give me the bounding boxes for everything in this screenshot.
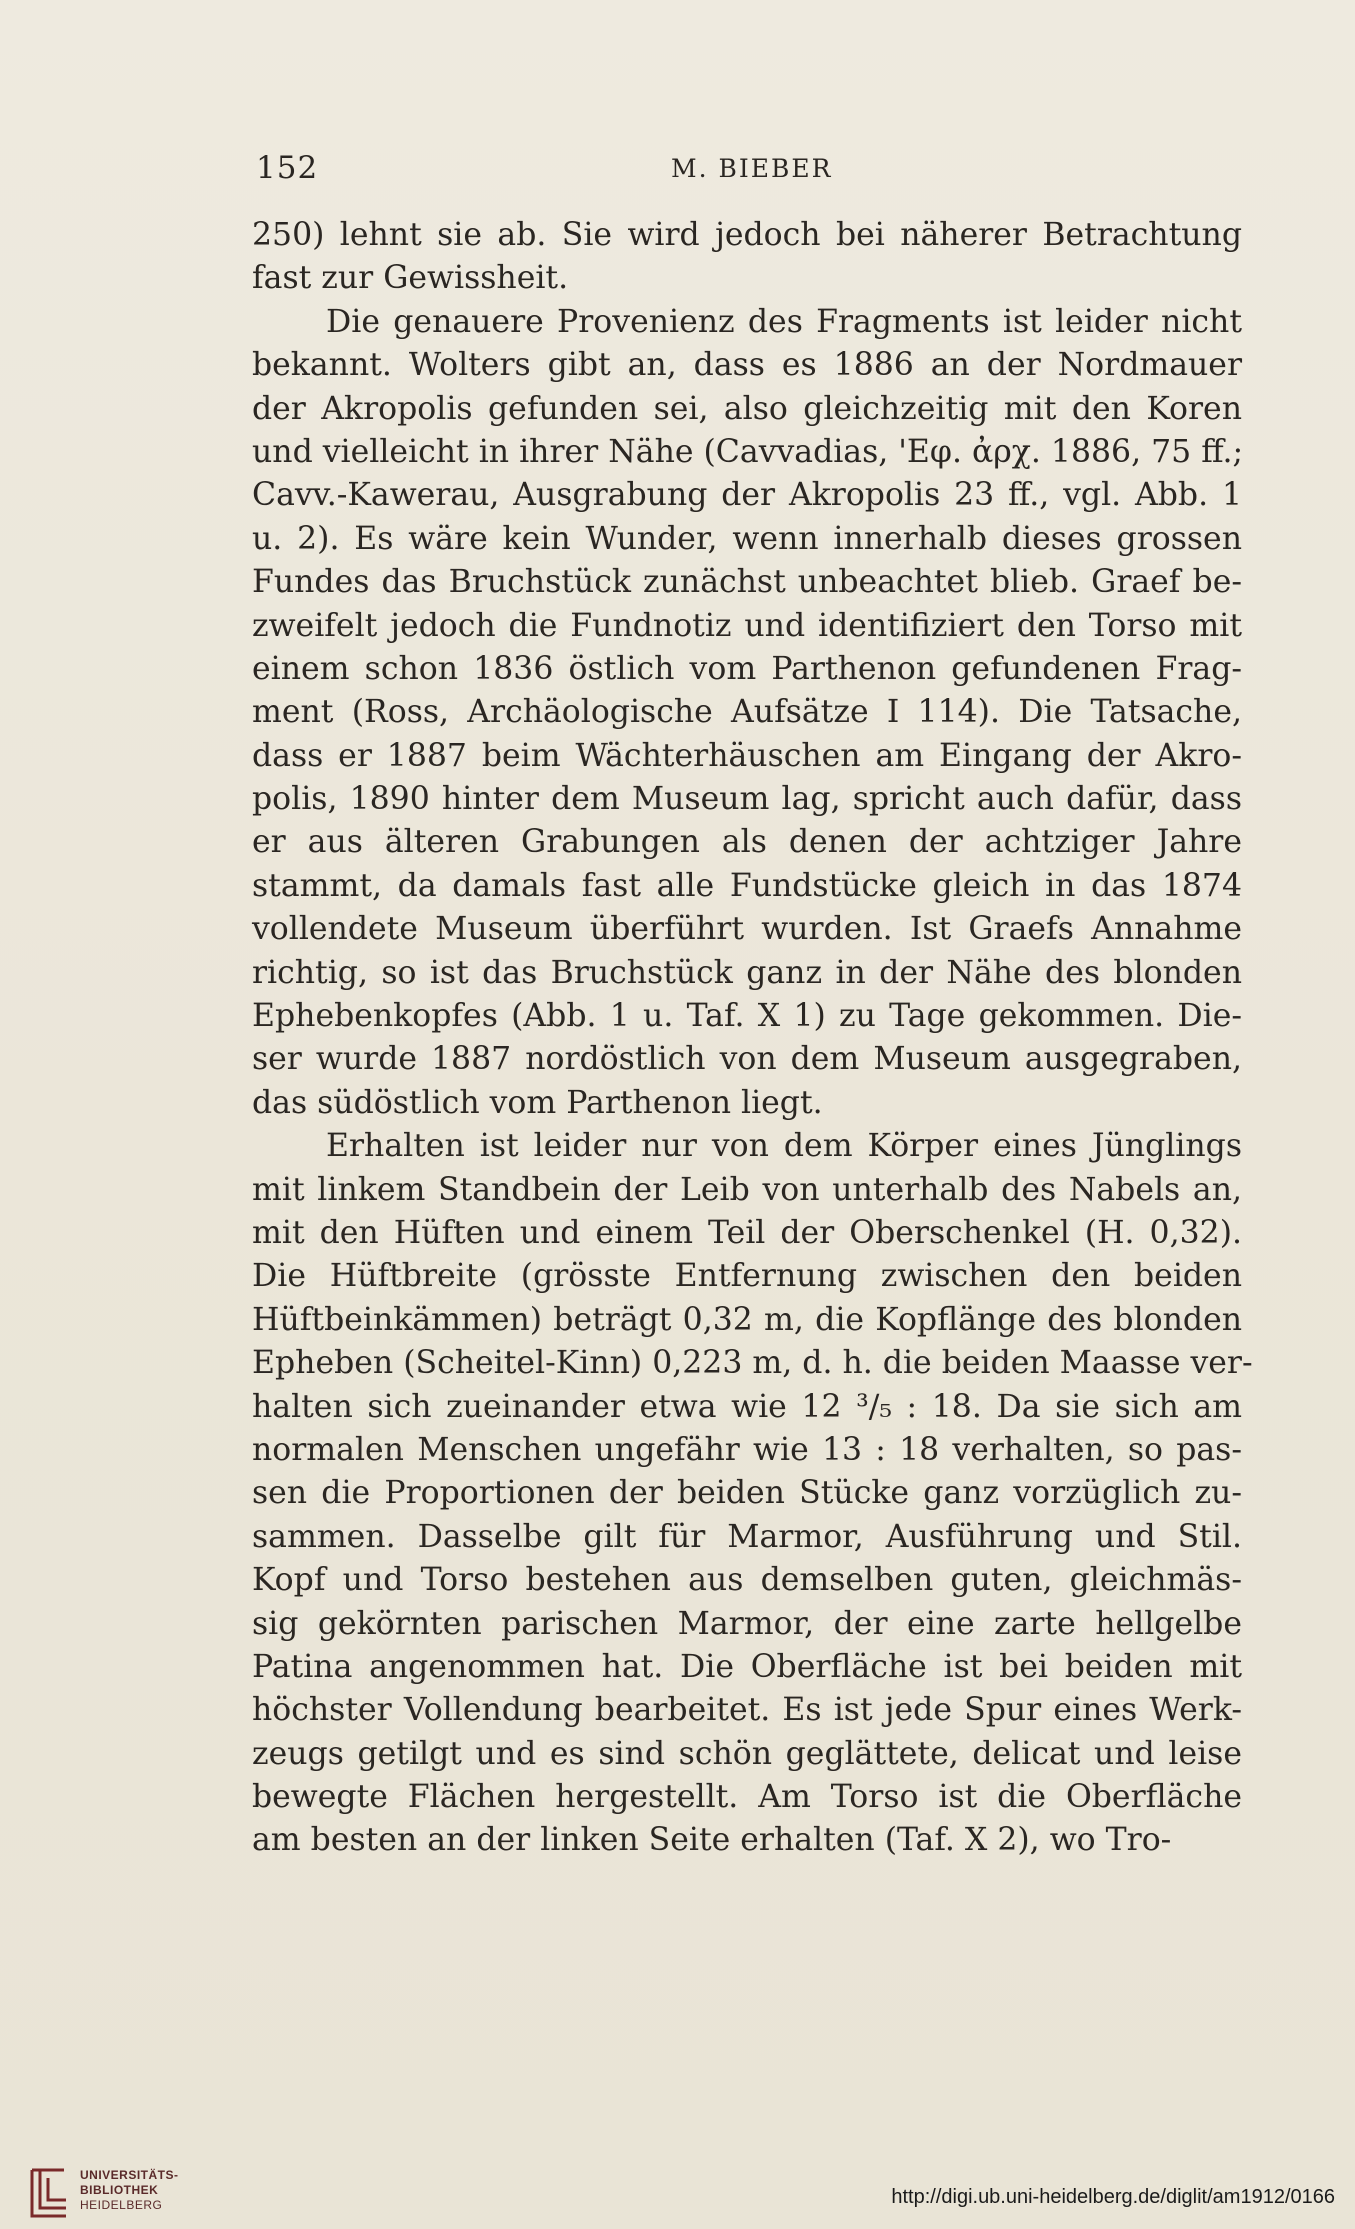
page-number: 152 (256, 150, 319, 186)
text-line: ment (Ross, Archäologische Aufsätze I 114). Die Tatsache, (252, 694, 1242, 731)
text-line: vollendete Museum überführt wurden. Ist Graefs Annahme (252, 911, 1242, 948)
text-line: u. 2). Es wäre kein Wunder, wenn innerhalb dieses grossen (252, 520, 1242, 557)
running-head (256, 150, 1256, 190)
library-name-line-1: UNIVERSITÄTS- (80, 2168, 179, 2182)
text-line: der Akropolis gefunden sei, also gleichzeitig mit den Koren (252, 390, 1242, 427)
library-name-line-3: HEIDELBERG (80, 2198, 163, 2212)
text-line: halten sich zueinander etwa wie 12 ³/₅ : 18. Da sie sich am (252, 1388, 1242, 1425)
text-line: sen die Proportionen der beiden Stücke ganz vorzüglich zu- (252, 1475, 1242, 1512)
text-line: Patina angenommen hat. Die Oberfläche ist bei beiden mit (252, 1648, 1242, 1685)
text-line: 250) lehnt sie ab. Sie wird jedoch bei näherer Betrachtung (252, 217, 1242, 253)
text-line: am besten an der linken Seite erhalten (Taf. X 2), wo Tro- (252, 1822, 1172, 1859)
text-line: mit linkem Standbein der Leib von unterhalb des Nabels an, (252, 1171, 1242, 1208)
running-head-author: M. BIEBER (671, 154, 833, 183)
library-footer (0, 2150, 1355, 2229)
text-line: zweifelt jedoch die Fundnotiz und identifiziert den Torso mit (252, 607, 1242, 644)
text-line: Die genauere Provenienz des Fragments ist leider nicht (326, 303, 1242, 340)
text-line: ser wurde 1887 nordöstlich von dem Museum ausgegraben, (252, 1041, 1242, 1078)
text-line: Ephebenkopfes (Abb. 1 u. Taf. X 1) zu Tage gekommen. Die- (252, 998, 1242, 1035)
text-line: das südöstlich vom Parthenon liegt. (252, 1084, 823, 1121)
text-line: Cavv.-Kawerau, Ausgrabung der Akropolis 23 ff., vgl. Abb. 1 (252, 477, 1242, 514)
body-text (252, 214, 1253, 1863)
text-line: höchster Vollendung bearbeitet. Es ist jede Spur eines Werk- (252, 1692, 1242, 1729)
text-line: polis, 1890 hinter dem Museum lag, spricht auch dafür, dass (252, 781, 1242, 818)
text-line: fast zur Gewissheit. (252, 260, 569, 297)
text-line: Die Hüftbreite (grösste Entfernung zwischen den beiden (252, 1258, 1242, 1295)
library-logo-icon (14, 2158, 84, 2228)
text-line: Kopf und Torso bestehen aus demselben guten, gleichmäs- (252, 1562, 1242, 1599)
text-line: dass er 1887 beim Wächterhäuschen am Eingang der Akro- (252, 737, 1242, 774)
text-line: er aus älteren Grabungen als denen der achtziger Jahre (252, 824, 1242, 861)
text-line: bekannt. Wolters gibt an, dass es 1886 an der Nordmauer (252, 347, 1242, 384)
text-line: Fundes das Bruchstück zunächst unbeachtet blieb. Graef be- (252, 564, 1242, 601)
text-line: einem schon 1836 östlich vom Parthenon gefundenen Frag- (252, 650, 1242, 687)
text-line: mit den Hüften und einem Teil der Oberschenkel (H. 0,32). (252, 1214, 1242, 1251)
text-line: Erhalten ist leider nur von dem Körper eines Jünglings (326, 1128, 1242, 1165)
source-url-link[interactable]: http://digi.ub.uni-heidelberg.de/diglit/am1912/0166 (891, 2186, 1335, 2208)
text-line: sig gekörnten parischen Marmor, der eine zarte hellgelbe (252, 1605, 1242, 1642)
text-line: sammen. Dasselbe gilt für Marmor, Ausführung und Stil. (252, 1518, 1242, 1555)
text-line: Epheben (Scheitel-Kinn) 0,223 m, d. h. die beiden Maasse ver- (252, 1345, 1253, 1382)
library-name (80, 2168, 179, 2213)
text-line: richtig, so ist das Bruchstück ganz in der Nähe des blonden (252, 954, 1242, 991)
text-line: und vielleicht in ihrer Nähe (Cavvadias, 'Εφ. ἀρχ. 1886, 75 ff.; (252, 433, 1244, 470)
text-line: stammt, da damals fast alle Fundstücke gleich in das 1874 (252, 867, 1242, 904)
text-line: zeugs getilgt und es sind schön geglättete, delicat und leise (252, 1735, 1242, 1772)
library-name-line-2: BIBLIOTHEK (80, 2183, 159, 2197)
text-line: normalen Menschen ungefähr wie 13 : 18 verhalten, so pas- (252, 1431, 1242, 1468)
text-line: Hüftbeinkämmen) beträgt 0,32 m, die Kopflänge des blonden (252, 1301, 1242, 1338)
text-line: bewegte Flächen hergestellt. Am Torso ist die Oberfläche (252, 1779, 1242, 1816)
